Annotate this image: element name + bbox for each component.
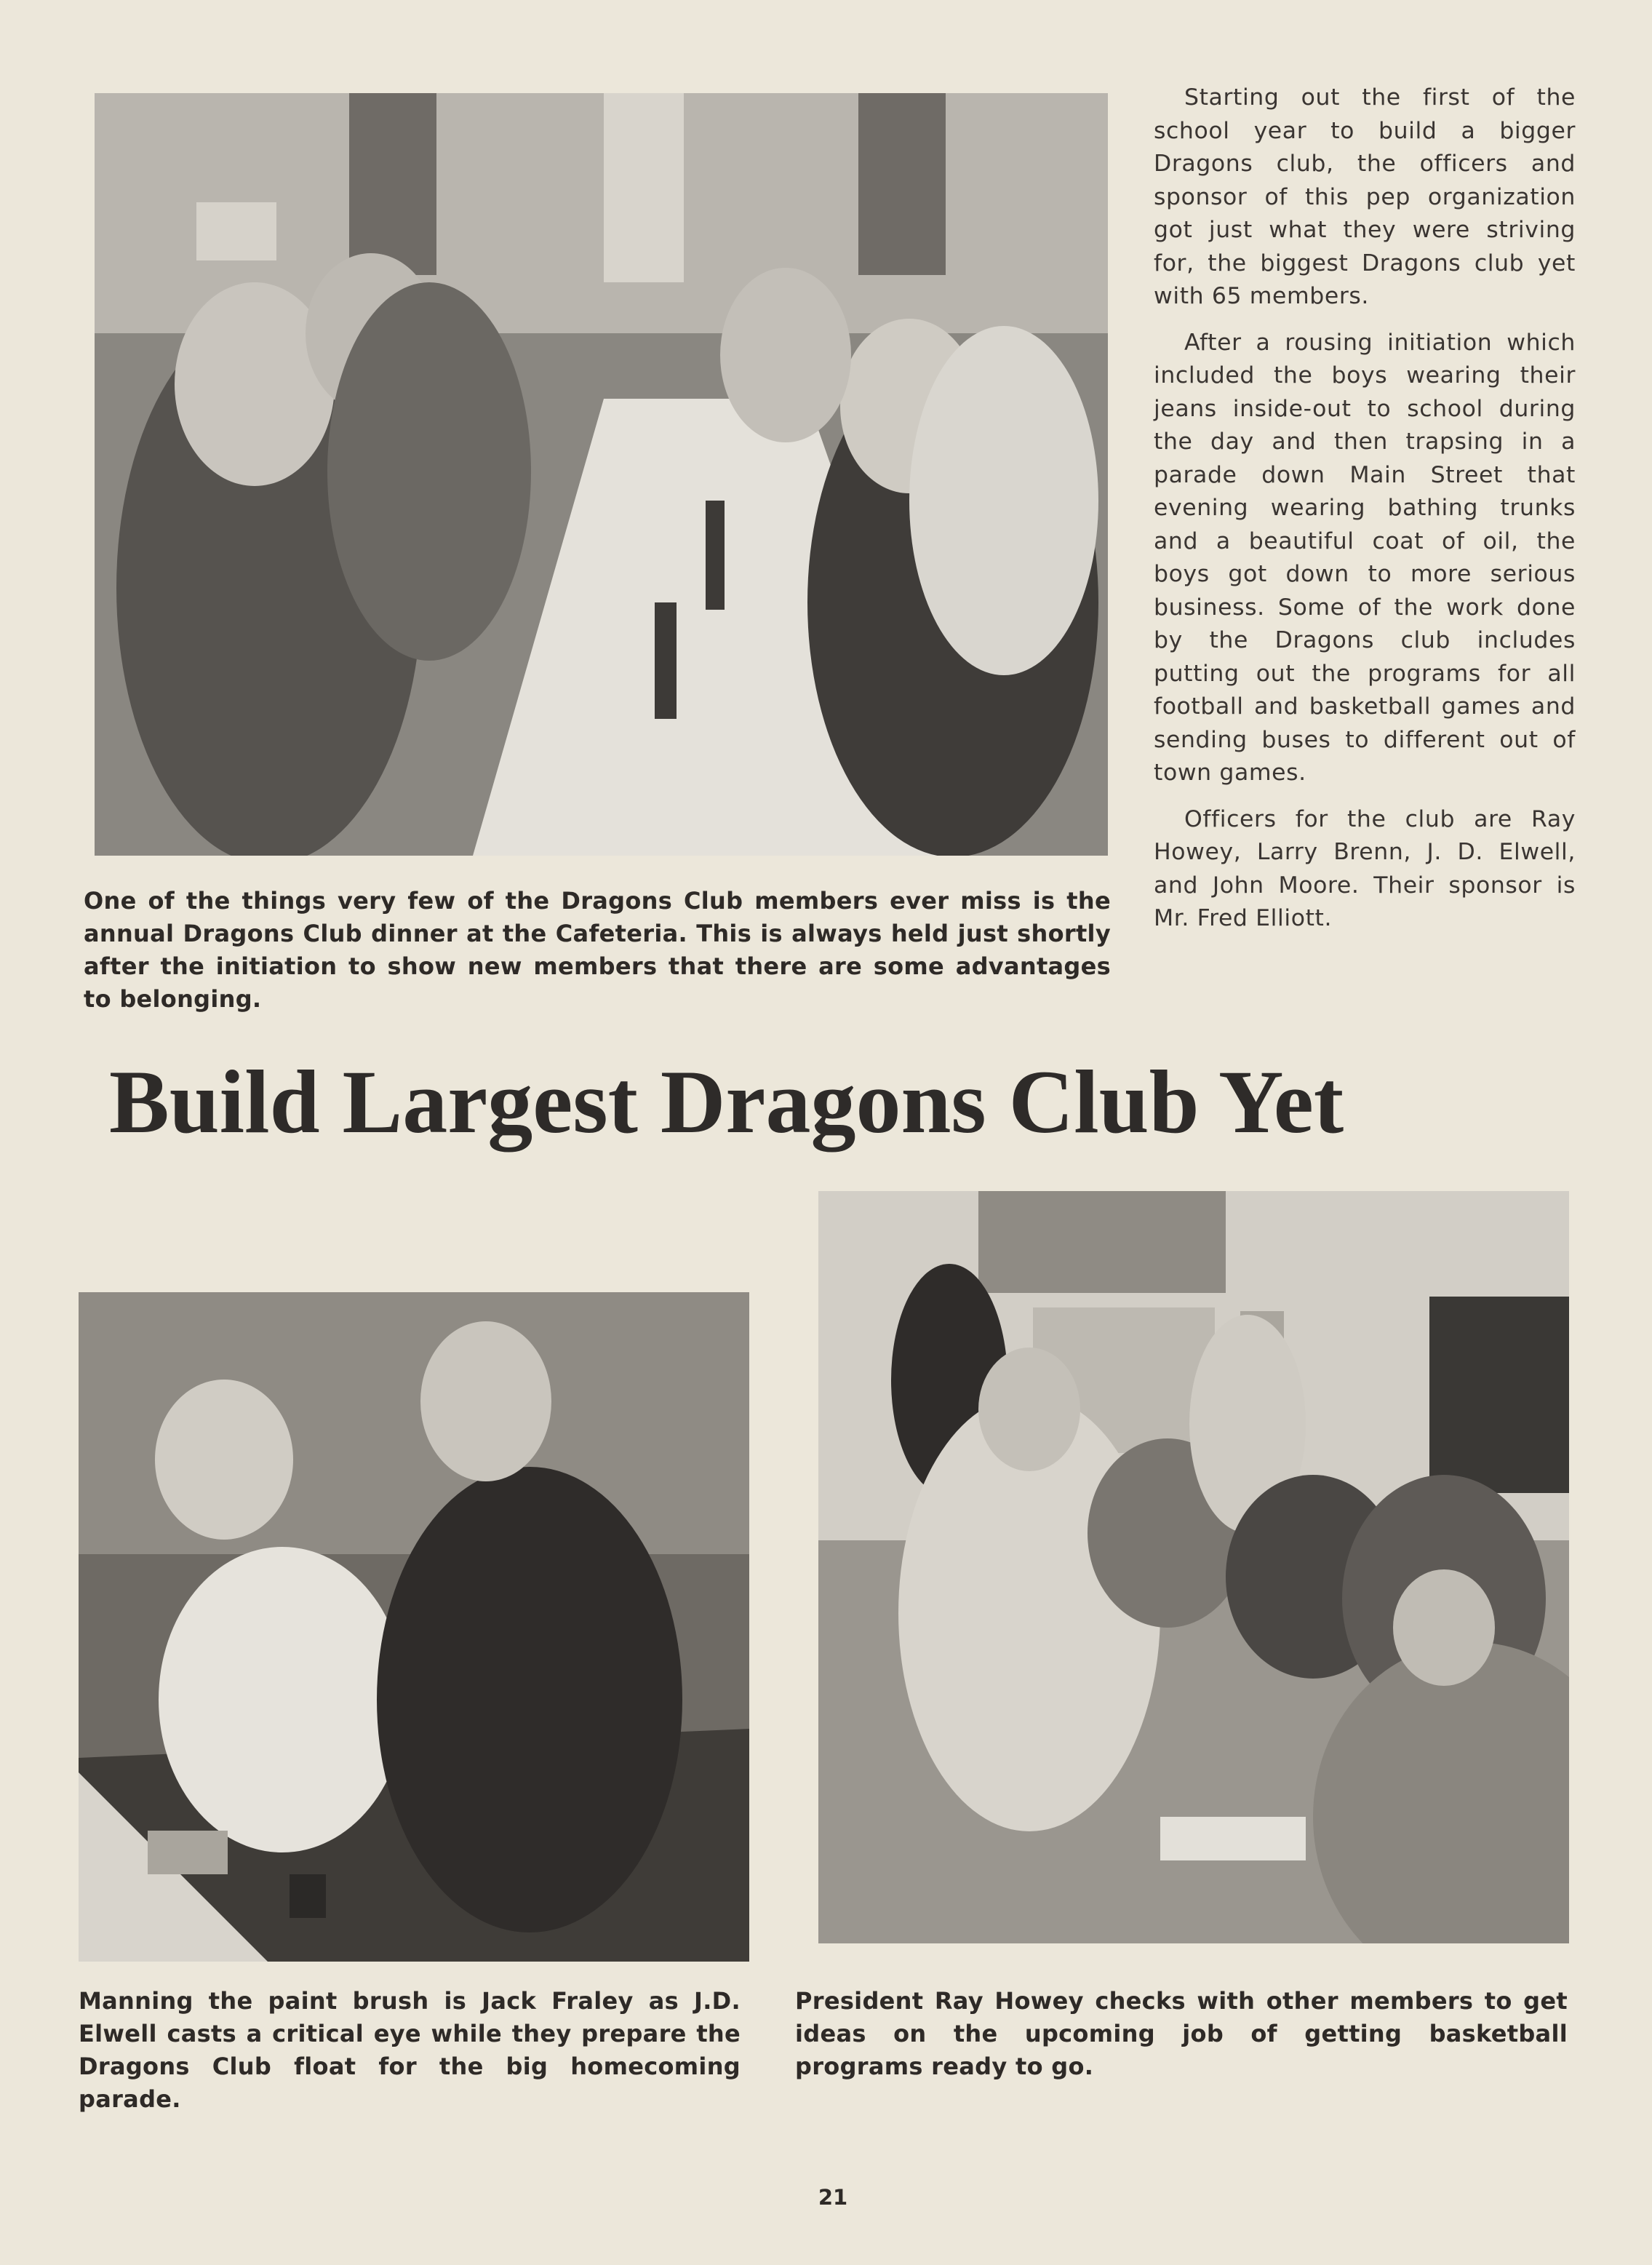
article-body — [1154, 81, 1576, 949]
meeting-caption: President Ray Howey checks with other members to get ideas on the upcoming job of getting basketball programs ready to go. — [795, 1987, 1568, 2080]
float-caption: Manning the paint brush is Jack Fraley as J.D. Elwell casts a critical eye while they prepare the Dragons Club float for the big homecoming parade. — [79, 1987, 741, 2113]
banquet-photo — [95, 93, 1108, 856]
float-photo — [79, 1292, 749, 1962]
page-headline: Build Largest Dragons Club Yet — [109, 1052, 1344, 1152]
float-photo-image — [79, 1292, 749, 1962]
page-number: 21 — [818, 2185, 848, 2210]
banquet-caption: One of the things very few of the Dragons Club members ever miss is the annual Dragons Club dinner at the Cafeteria. This is always held just shortly after the initiation to show new members that there are some advantages to belonging. — [84, 887, 1111, 1013]
banquet-photo-image — [95, 93, 1108, 856]
article-paragraph-3: Officers for the club are Ray Howey, Larry Brenn, J. D. Elwell, and John Moore. Their sponsor is Mr. Fred Elliott. — [1154, 805, 1576, 931]
article-paragraph-1: Starting out the first of the school year to build a bigger Dragons club, the officers and sponsor of this pep organization got just what they were striving for, the biggest Dragons club yet with 65 members. — [1154, 84, 1576, 309]
meeting-photo — [818, 1191, 1569, 1943]
article-paragraph-2: After a rousing initiation which included the boys wearing their jeans inside-out to school during the day and then trapsing in a parade down Main Street that evening wearing bathing trunks and a beautiful coat of oil, the boys got down to more serious business. Some of the work done by the Dragons club includes putting out the programs for all football and basketball games and sending buses to different out of town games. — [1154, 329, 1576, 786]
meeting-photo-image — [818, 1191, 1569, 1943]
